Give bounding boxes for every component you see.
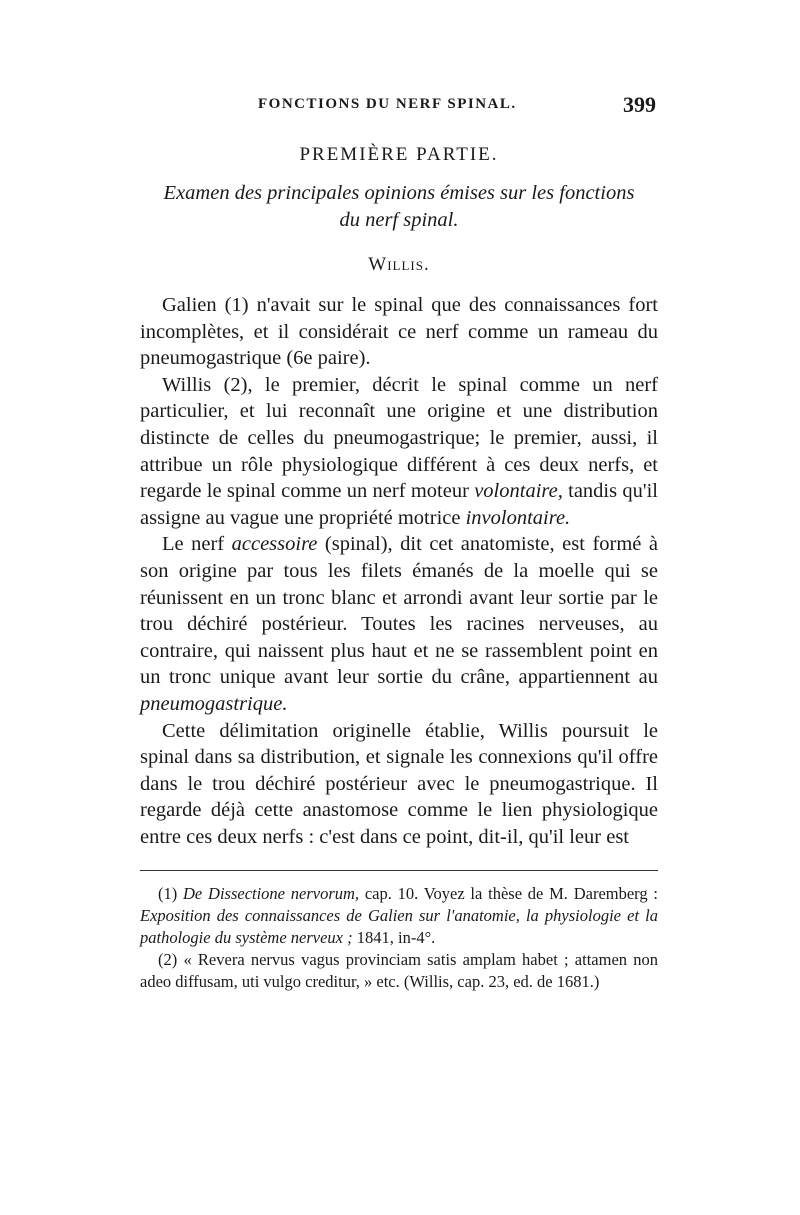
footnote-1-text: cap. 10. Voyez la thèse de M. Daremberg :	[359, 884, 658, 904]
paragraph-2-text-c: tandis qu'il assigne au vague une propriété motrice	[140, 480, 658, 529]
paragraph-2-text-a: Willis (2), le premier, décrit le spinal comme un nerf particulier, et lui reconnaît une origine et une distribution distincte de celles du pneumogastrique; le premier, aussi, il attribue un rôle physiologique différent à ces deux nerfs, et regarde le spinal comme un nerf moteur	[140, 373, 658, 503]
footnote-1-end: 1841, in-4°.	[352, 928, 436, 948]
paragraph-4: Cette délimitation originelle établie, Willis poursuit le spinal dans sa distribution, et signale les connexions qu'il offre dans le trou déchiré postérieur avec le pneumogastrique. Il regarde déjà cette anastomose comme le lien physiologique entre ces deux nerfs : c'est dans ce point, dit-il, qu'il leur est	[140, 719, 658, 848]
paragraph-2-italic-involontaire: involontaire.	[465, 506, 571, 529]
running-title: FONCTIONS DU NERF SPINAL.	[258, 96, 517, 112]
author-heading: Willis.	[368, 254, 430, 275]
footnote-1-work-title: Exposition des connaissances de Galien sur l'anatomie, la physiologie et la pathologie du système nerveux ;	[140, 906, 658, 948]
paragraph-3-italic-accessoire: accessoire	[231, 533, 318, 556]
body-text	[140, 292, 658, 850]
paragraph-2	[140, 372, 658, 532]
paragraph-3	[140, 531, 658, 717]
footnote-1	[140, 883, 658, 949]
book-page	[140, 92, 658, 993]
paragraph-3-text-c: (spinal), dit cet anatomiste, est formé à son origine par tous les filets émanés de la moelle qui se réunissent en un tronc blanc et arrondi avant leur sortie par le trou déchiré postérieur. Toutes les racines nerveuses, au contraire, qui naissent plus haut et ne se rassemblent point en un tronc unique avant leur sortie du crâne, appartiennent au	[140, 533, 658, 689]
footnote-2: (2) « Revera nervus vagus provinciam satis amplam habet ; attamen non adeo diffusam, uti vulgo creditur, » etc. (Willis, cap. 23, ed. de 1681.)	[140, 950, 658, 992]
page-number: 399	[623, 92, 656, 117]
footnote-1-title: De Dissectione nervorum,	[183, 884, 360, 904]
subtitle-line-2: du nerf spinal.	[339, 209, 459, 231]
footnote-1-marker: (1)	[158, 884, 184, 904]
paragraph-2-italic-volontaire: volontaire,	[474, 480, 563, 503]
paragraph-3-italic-pneumogastrique: pneumogastrique.	[140, 692, 288, 715]
paragraph-3-text-a: Le nerf	[162, 533, 232, 556]
section-subtitle	[140, 180, 658, 234]
running-head	[140, 92, 658, 124]
footnote-divider	[140, 870, 658, 871]
subtitle-line-1: Examen des principales opinions émises sur les fonctions	[163, 182, 635, 204]
paragraph-1: Galien (1) n'avait sur le spinal que des connaissances fort incomplètes, et il considérait ce nerf comme un rameau du pneumogastrique (6e paire).	[140, 294, 658, 370]
part-title: PREMIÈRE PARTIE.	[299, 144, 499, 165]
footnotes	[140, 883, 658, 993]
